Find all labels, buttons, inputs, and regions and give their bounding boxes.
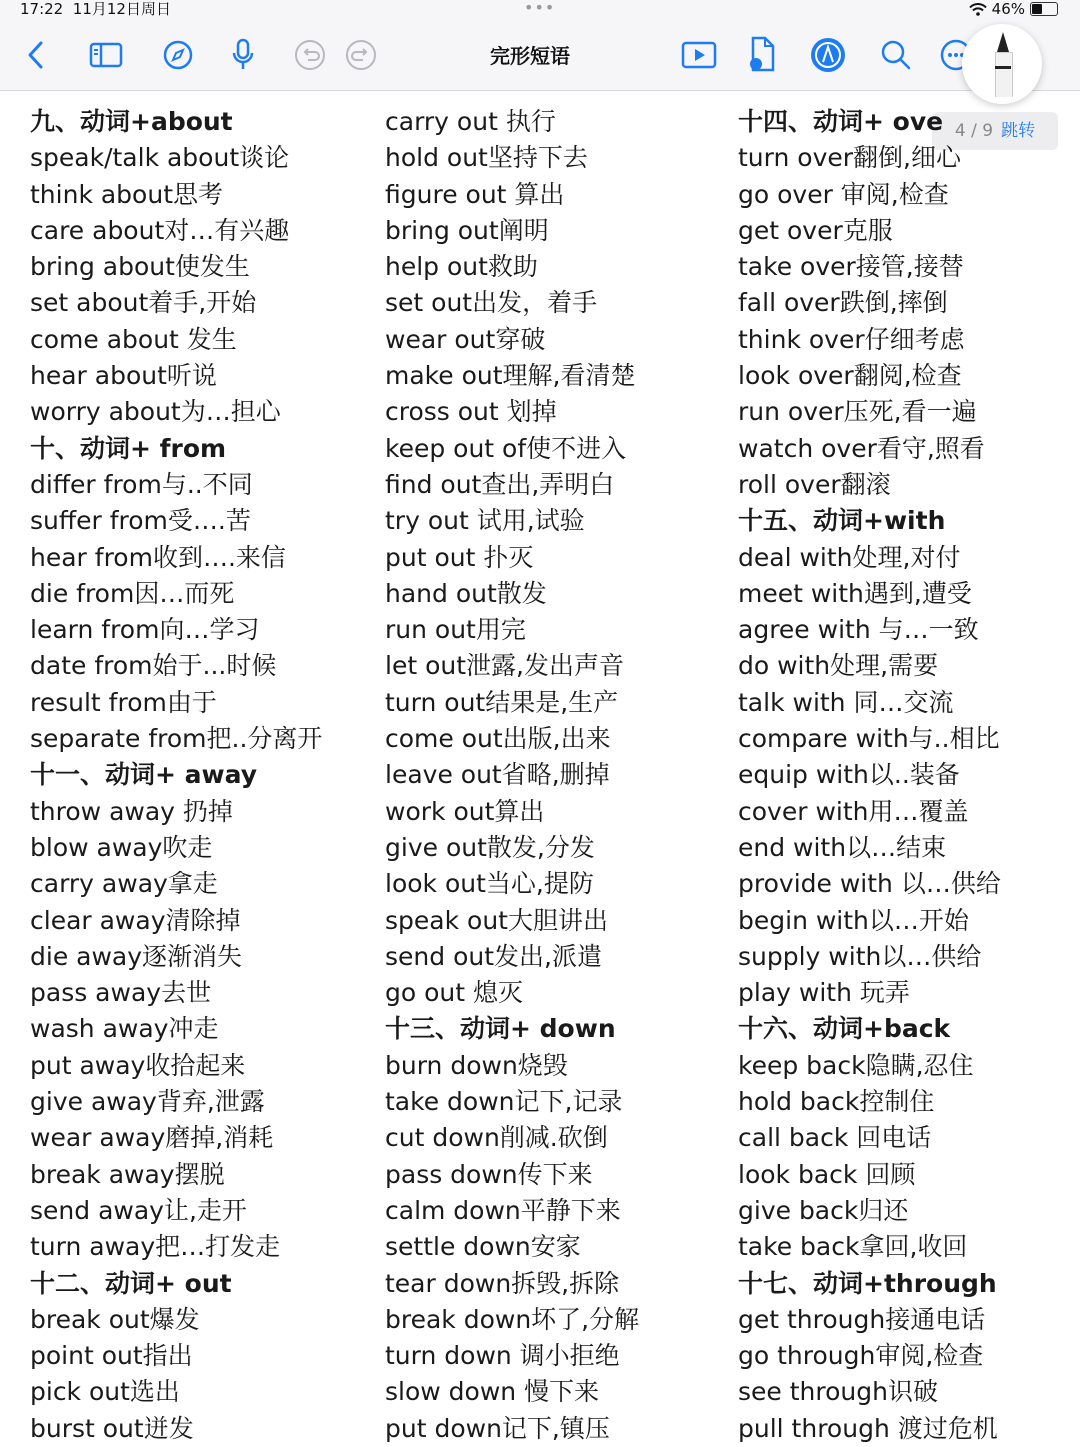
phrase-line: break down坏了,分解 bbox=[385, 1304, 640, 1334]
phrase-line: look out当心,提防 bbox=[385, 869, 594, 899]
wifi-icon bbox=[969, 3, 987, 16]
phrase-line: wear out穿破 bbox=[385, 324, 546, 354]
phrase-line: wash away冲走 bbox=[30, 1014, 219, 1044]
compass-icon bbox=[162, 39, 194, 71]
pen-circle-icon bbox=[809, 36, 847, 74]
section-heading: 十一、动词+ away bbox=[30, 760, 258, 790]
phrase-line: roll over翻滚 bbox=[738, 469, 891, 499]
toolbar bbox=[0, 20, 1080, 91]
multitasking-dots-icon[interactable]: ••• bbox=[524, 0, 556, 17]
search-button[interactable] bbox=[876, 35, 916, 75]
battery-percent: 46% bbox=[991, 0, 1025, 18]
phrase-line: cut down削减.砍倒 bbox=[385, 1123, 608, 1153]
phrase-line: supply with以…供给 bbox=[738, 941, 982, 971]
phrase-line: send away让,走开 bbox=[30, 1195, 247, 1225]
phrase-line: figure out 算出 bbox=[385, 179, 565, 209]
phrase-line: give away背弃,泄露 bbox=[30, 1087, 265, 1117]
phrase-line: hear about听说 bbox=[30, 361, 217, 391]
phrase-line: give out散发,分发 bbox=[385, 832, 595, 862]
phrase-column-2 bbox=[385, 104, 639, 1447]
phrase-line: throw away 扔掉 bbox=[30, 796, 233, 826]
redo-button[interactable] bbox=[341, 35, 381, 75]
phrase-line: get through接通电话 bbox=[738, 1304, 986, 1334]
phrase-line: cover with用…覆盖 bbox=[738, 796, 969, 826]
phrase-line: play with 玩弄 bbox=[738, 978, 910, 1008]
phrase-line: call back 回电话 bbox=[738, 1123, 932, 1153]
phrase-line: watch over看守,照看 bbox=[738, 433, 985, 463]
sidebar-icon bbox=[89, 42, 123, 68]
browse-button[interactable] bbox=[158, 35, 198, 75]
phrase-line: provide with 以…供给 bbox=[738, 869, 1001, 899]
phrase-line: turn out结果是,生产 bbox=[385, 687, 619, 717]
microphone-icon bbox=[231, 38, 255, 72]
phrase-line: calm down平静下来 bbox=[385, 1195, 621, 1225]
phrase-line: let out泄露,发出声音 bbox=[385, 651, 624, 681]
phrase-line: cross out 划掉 bbox=[385, 397, 557, 427]
phrase-line: burst out迸发 bbox=[30, 1413, 194, 1443]
phrase-line: wear away磨掉,消耗 bbox=[30, 1123, 274, 1153]
phrase-line: put away收拾起来 bbox=[30, 1050, 246, 1080]
undo-icon bbox=[294, 39, 326, 71]
phrase-line: look back 回顾 bbox=[738, 1159, 916, 1189]
battery-icon bbox=[1030, 2, 1058, 16]
phrase-line: worry about为…担心 bbox=[30, 397, 281, 427]
sidebar-button[interactable] bbox=[86, 35, 126, 75]
phrase-column-3 bbox=[738, 104, 1001, 1447]
jump-link[interactable]: 跳转 bbox=[1001, 121, 1036, 141]
pen-mode-button[interactable] bbox=[808, 35, 848, 75]
phrase-line: die away逐渐消失 bbox=[30, 941, 243, 971]
phrase-line: date from始于...时候 bbox=[30, 651, 277, 681]
phrase-line: turn over翻倒,细心 bbox=[738, 143, 961, 173]
phrase-line: equip with以..装备 bbox=[738, 760, 960, 790]
phrase-line: take over接管,接替 bbox=[738, 252, 964, 282]
phrase-line: see through识破 bbox=[738, 1377, 938, 1407]
phrase-line: come about 发生 bbox=[30, 324, 237, 354]
phrase-line: take down记下,记录 bbox=[385, 1087, 623, 1117]
phrase-line: look over翻阅,检查 bbox=[738, 361, 962, 391]
phrase-line: hear from收到….来信 bbox=[30, 542, 286, 572]
phrase-line: settle down安家 bbox=[385, 1232, 581, 1262]
phrase-line: hand out散发 bbox=[385, 578, 547, 608]
phrase-line: blow away吹走 bbox=[30, 832, 213, 862]
phrase-line: clear away清除掉 bbox=[30, 905, 241, 935]
page-number: 4 / 9 bbox=[954, 121, 994, 141]
phrase-line: care about对…有兴趣 bbox=[30, 215, 290, 245]
section-heading: 十、动词+ from bbox=[30, 433, 227, 463]
phrase-line: come out出版,出来 bbox=[385, 724, 611, 754]
phrase-line: agree with 与…一致 bbox=[738, 615, 979, 645]
phrase-line: help out救助 bbox=[385, 252, 538, 282]
phrase-line: go through审阅,检查 bbox=[738, 1341, 984, 1371]
phrase-line: make out理解,看清楚 bbox=[385, 361, 636, 391]
phrase-line: begin with以…开始 bbox=[738, 905, 969, 935]
phrase-line: put down记下,镇压 bbox=[385, 1413, 610, 1443]
phrase-line: slow down 慢下来 bbox=[385, 1377, 600, 1407]
phrase-line: turn away把…打发走 bbox=[30, 1232, 281, 1262]
status-right bbox=[969, 1, 1058, 17]
phrase-line: do with处理,需要 bbox=[738, 651, 939, 681]
section-heading: 十七、动词+through bbox=[738, 1268, 997, 1298]
section-heading: 十六、动词+back bbox=[738, 1014, 951, 1044]
phrase-line: find out查出,弄明白 bbox=[385, 469, 615, 499]
phrase-line: tear down拆毁,拆除 bbox=[385, 1268, 620, 1298]
phrase-line: keep back隐瞒,忍住 bbox=[738, 1050, 974, 1080]
phrase-column-1 bbox=[30, 104, 322, 1447]
phrase-line: talk with 同…交流 bbox=[738, 687, 954, 717]
phrase-line: compare with与..相比 bbox=[738, 724, 1000, 754]
section-heading: 十五、动词+with bbox=[738, 506, 946, 536]
phrase-line: carry away拿走 bbox=[30, 869, 218, 899]
document-info-button[interactable] bbox=[742, 35, 782, 75]
status-time-date: 17:22 11月12日周日 bbox=[20, 0, 171, 18]
search-icon bbox=[880, 39, 912, 71]
phrase-line: break out爆发 bbox=[30, 1304, 200, 1334]
phrase-line: deal with处理,对付 bbox=[738, 542, 961, 572]
phrase-line: put out 扑灭 bbox=[385, 542, 534, 572]
phrase-line: pass down传下来 bbox=[385, 1159, 593, 1189]
phrase-line: learn from向…学习 bbox=[30, 615, 260, 645]
phrase-line: carry out 执行 bbox=[385, 107, 556, 136]
phrase-line: try out 试用,试验 bbox=[385, 506, 585, 536]
back-button[interactable] bbox=[16, 35, 56, 75]
phrase-line: pass away去世 bbox=[30, 978, 212, 1008]
phrase-line: pick out选出 bbox=[30, 1377, 180, 1407]
phrase-line: bring about使发生 bbox=[30, 252, 250, 282]
play-icon bbox=[681, 40, 717, 70]
phrase-line: send out发出,派遣 bbox=[385, 941, 602, 971]
phrase-line: speak out大胆讲出 bbox=[385, 905, 608, 935]
phrase-line: think about思考 bbox=[30, 179, 223, 209]
phrase-line: end with以…结束 bbox=[738, 832, 947, 862]
phrase-line: suffer from受….苦 bbox=[30, 506, 251, 536]
phrase-line: take back拿回,收回 bbox=[738, 1232, 968, 1262]
phrase-line: pull through 渡过危机 bbox=[738, 1413, 998, 1443]
document-title: 完形短语 bbox=[490, 44, 570, 68]
phrase-line: hold out坚持下去 bbox=[385, 143, 588, 173]
play-button[interactable] bbox=[679, 35, 719, 75]
phrase-line: set out出发，着手 bbox=[385, 288, 598, 318]
phrase-line: meet with遇到,遭受 bbox=[738, 578, 972, 608]
phrase-line: think over仔细考虑 bbox=[738, 324, 965, 354]
pencil-tool-badge[interactable] bbox=[962, 24, 1042, 104]
phrase-line: break away摆脱 bbox=[30, 1159, 225, 1189]
phrase-line: fall over跌倒,摔倒 bbox=[738, 288, 948, 318]
phrase-line: go out 熄灭 bbox=[385, 978, 524, 1008]
section-heading: 九、动词+about bbox=[30, 107, 233, 136]
phrase-line: leave out省略,删掉 bbox=[385, 760, 610, 790]
chevron-left-icon bbox=[26, 40, 46, 70]
section-heading: 十四、动词+ ove bbox=[738, 107, 944, 136]
phrase-line: keep out of使不进入 bbox=[385, 433, 627, 463]
section-heading: 十二、动词+ out bbox=[30, 1268, 232, 1298]
redo-icon bbox=[345, 39, 377, 71]
phrase-line: work out算出 bbox=[385, 796, 545, 826]
status-bar bbox=[0, 0, 1080, 20]
undo-button[interactable] bbox=[290, 35, 330, 75]
phrase-line: differ from与..不同 bbox=[30, 469, 253, 499]
phrase-line: bring out阐明 bbox=[385, 215, 549, 245]
phrase-line: hold back控制住 bbox=[738, 1087, 935, 1117]
phrase-line: get over克服 bbox=[738, 215, 893, 245]
microphone-button[interactable] bbox=[223, 35, 263, 75]
phrase-line: result from由于 bbox=[30, 687, 217, 717]
phrase-line: point out指出 bbox=[30, 1341, 193, 1371]
phrase-line: burn down烧毁 bbox=[385, 1050, 568, 1080]
phrase-line: run over压死,看一遍 bbox=[738, 397, 977, 427]
section-heading: 十三、动词+ down bbox=[385, 1014, 616, 1044]
document-person-icon bbox=[747, 36, 777, 74]
phrase-line: give back归还 bbox=[738, 1195, 909, 1225]
phrase-line: go over 审阅,检查 bbox=[738, 179, 949, 209]
phrase-line: speak/talk about谈论 bbox=[30, 143, 290, 173]
phrase-line: run out用完 bbox=[385, 615, 526, 645]
phrase-line: turn down 调小拒绝 bbox=[385, 1341, 620, 1371]
phrase-line: die from因…而死 bbox=[30, 578, 235, 608]
phrase-line: separate from把..分离开 bbox=[30, 724, 323, 754]
battery-level-fill bbox=[1032, 4, 1042, 14]
phrase-line: set about着手,开始 bbox=[30, 288, 257, 318]
